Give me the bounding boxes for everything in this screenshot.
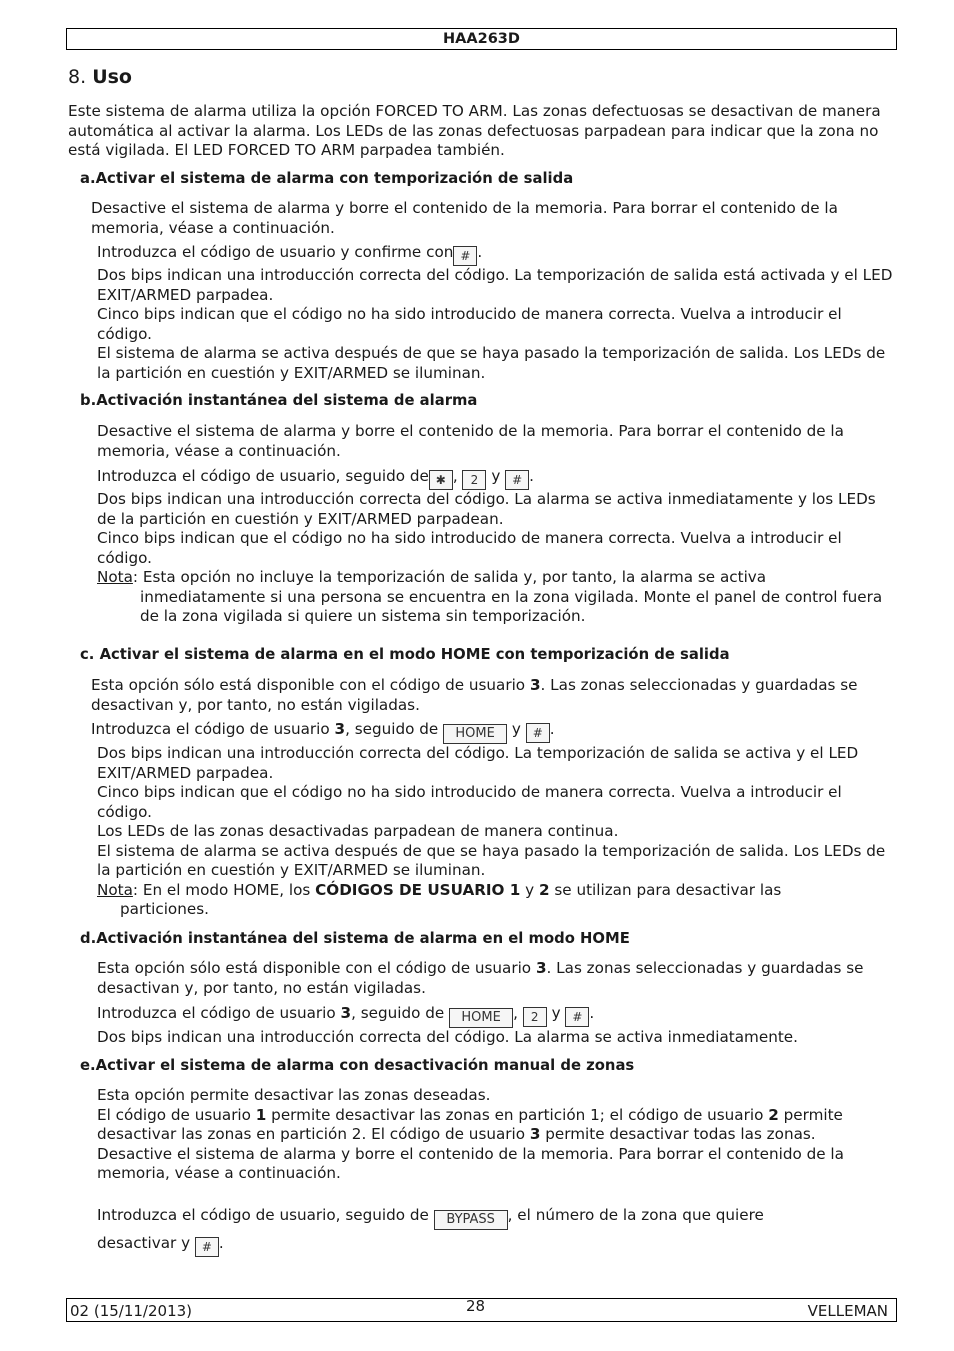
e-step-1: Esta opción permite desactivar las zonas deseadas.: [97, 1086, 491, 1104]
c-steps: [97, 744, 897, 920]
a-step-1: Introduzca el código de usuario y confirme con # .: [97, 243, 482, 261]
e-steps: [97, 1086, 897, 1184]
e-step-5: desactivar y # .: [97, 1234, 897, 1257]
d-paragraph-1: Esta opción sólo está disponible con el código de usuario 3. Las zonas seleccionadas y guardadas se desactivan y, por tanto, no están vigiladas.: [97, 959, 864, 997]
c-step-3: Cinco bips indican que el código no ha sido introducido de manera correcta. Vuelva a introducir el código.: [97, 783, 842, 821]
intro-paragraph: Este sistema de alarma utiliza la opción FORCED TO ARM. Las zonas defectuosas se desactivan de manera automática al activar la alarma. Los LEDs de las zonas defectuosas parpadean para indicar que la zona no está vigilada. El LED FORCED TO ARM parpadea también.: [68, 102, 881, 159]
home-key-icon: HOME: [449, 1008, 513, 1028]
a-step-3: Cinco bips indican que el código no ha sido introducido de manera correcta. Vuelva a introducir el código.: [97, 305, 842, 343]
hash-key-icon: #: [195, 1237, 219, 1257]
section-number: 8.: [68, 66, 87, 88]
home-key-icon: HOME: [443, 724, 507, 744]
hash-key-icon: #: [453, 246, 477, 266]
d-step-2: Dos bips indican una introducción correcta del código. La alarma se activa inmediatamente.: [97, 1028, 798, 1046]
star-key-icon: ✱: [429, 470, 453, 490]
two-key-icon: 2: [462, 470, 486, 490]
note-label: Nota: [97, 568, 133, 586]
d-step-1: Introduzca el código de usuario 3, seguido de HOME , 2 y # .: [97, 1004, 594, 1022]
c-step-4: Los LEDs de las zonas desactivadas parpadean de manera continua.: [97, 822, 619, 840]
subsection-a-title: a.Activar el sistema de alarma con temporización de salida: [80, 170, 574, 187]
d-steps: [97, 1004, 897, 1048]
section-title: Uso: [92, 66, 132, 88]
b-step-1: Introduzca el código de usuario, seguido de ✱ , 2 y # .: [97, 467, 534, 485]
c-step-1: Introduzca el código de usuario 3, seguido de HOME y # .: [91, 720, 891, 744]
c-step-2: Dos bips indican una introducción correcta del código. La temporización de salida se activa y el LED EXIT/ARMED parpadea.: [97, 744, 859, 782]
b-step-3: Cinco bips indican que el código no ha sido introducido de manera correcta. Vuelva a introducir el código.: [97, 529, 842, 567]
c-step-5: El sistema de alarma se activa después de que se haya pasado la temporización de salida. Los LEDs de la partición en cuestión y EXIT/ARMED se iluminan.: [97, 841, 886, 879]
b-paragraph-1: Desactive el sistema de alarma y borre el contenido de la memoria. Para borrar el contenido de la memoria, véase a continuación.: [97, 422, 844, 460]
hash-key-icon: #: [526, 723, 550, 743]
e-step-2: El código de usuario 1 permite desactivar las zonas en partición 1; el código de usuario 2 permite desactivar las zonas en partición 2. El código de usuario 3 permite desactivar todas las zonas.: [97, 1105, 843, 1143]
a-step-4: El sistema de alarma se activa después de que se haya pasado la temporización de salida. Los LEDs de la partición en cuestión y EXIT/ARMED se iluminan.: [97, 344, 886, 382]
hash-key-icon: #: [565, 1007, 589, 1027]
c-paragraph-1: Esta opción sólo está disponible con el código de usuario 3. Las zonas seleccionadas y guardadas se desactivan y, por tanto, no están vigiladas.: [91, 676, 858, 714]
b-steps: [97, 467, 897, 627]
footer-brand: VELLEMAN: [807, 1302, 888, 1320]
a-step-2: Dos bips indican una introducción correcta del código. La temporización de salida está activada y el LED EXIT/ARMED parpadea.: [97, 266, 893, 304]
b-step-2: Dos bips indican una introducción correcta del código. La alarma se activa inmediatamente y los LEDs de la partición en cuestión y EXIT/ARMED parpadean.: [97, 490, 876, 528]
subsection-d-title: d.Activación instantánea del sistema de alarma en el modo HOME: [80, 930, 630, 947]
model-number: HAA263D: [443, 31, 520, 47]
footer-version: 02 (15/11/2013): [70, 1302, 193, 1320]
e-step-3: Desactive el sistema de alarma y borre el contenido de la memoria. Para borrar el contenido de la memoria, véase a continuación.: [97, 1144, 844, 1182]
c-note: Nota: En el modo HOME, los CÓDIGOS DE USUARIO 1 y 2 se utilizan para desactivar las particiones.: [97, 880, 782, 918]
b-note: Nota: Esta opción no incluye la temporización de salida y, por tanto, la alarma se activa inmediatamente si una persona se encuentra en la zona vigilada. Monte el panel de control fuera de la zona vigilada si quiere un sistema sin temporización.: [97, 568, 883, 625]
note-label: Nota: [97, 880, 133, 899]
page-header: [66, 28, 897, 50]
e-step-4: Introduzca el código de usuario, seguido de BYPASS , el número de la zona que quiere: [97, 1206, 897, 1230]
hash-key-icon: #: [505, 470, 529, 490]
a-paragraph-1: Desactive el sistema de alarma y borre el contenido de la memoria. Para borrar el contenido de la memoria, véase a continuación.: [91, 199, 838, 237]
a-steps: [97, 243, 897, 383]
section-heading: [68, 66, 132, 88]
two-key-icon: 2: [523, 1007, 547, 1027]
subsection-e-title: e.Activar el sistema de alarma con desactivación manual de zonas: [80, 1057, 635, 1074]
page-number: 28: [466, 1297, 486, 1315]
subsection-b-title: b.Activación instantánea del sistema de alarma: [80, 392, 478, 409]
bypass-key-icon: BYPASS: [434, 1210, 508, 1230]
subsection-c-title: c. Activar el sistema de alarma en el modo HOME con temporización de salida: [80, 646, 730, 663]
